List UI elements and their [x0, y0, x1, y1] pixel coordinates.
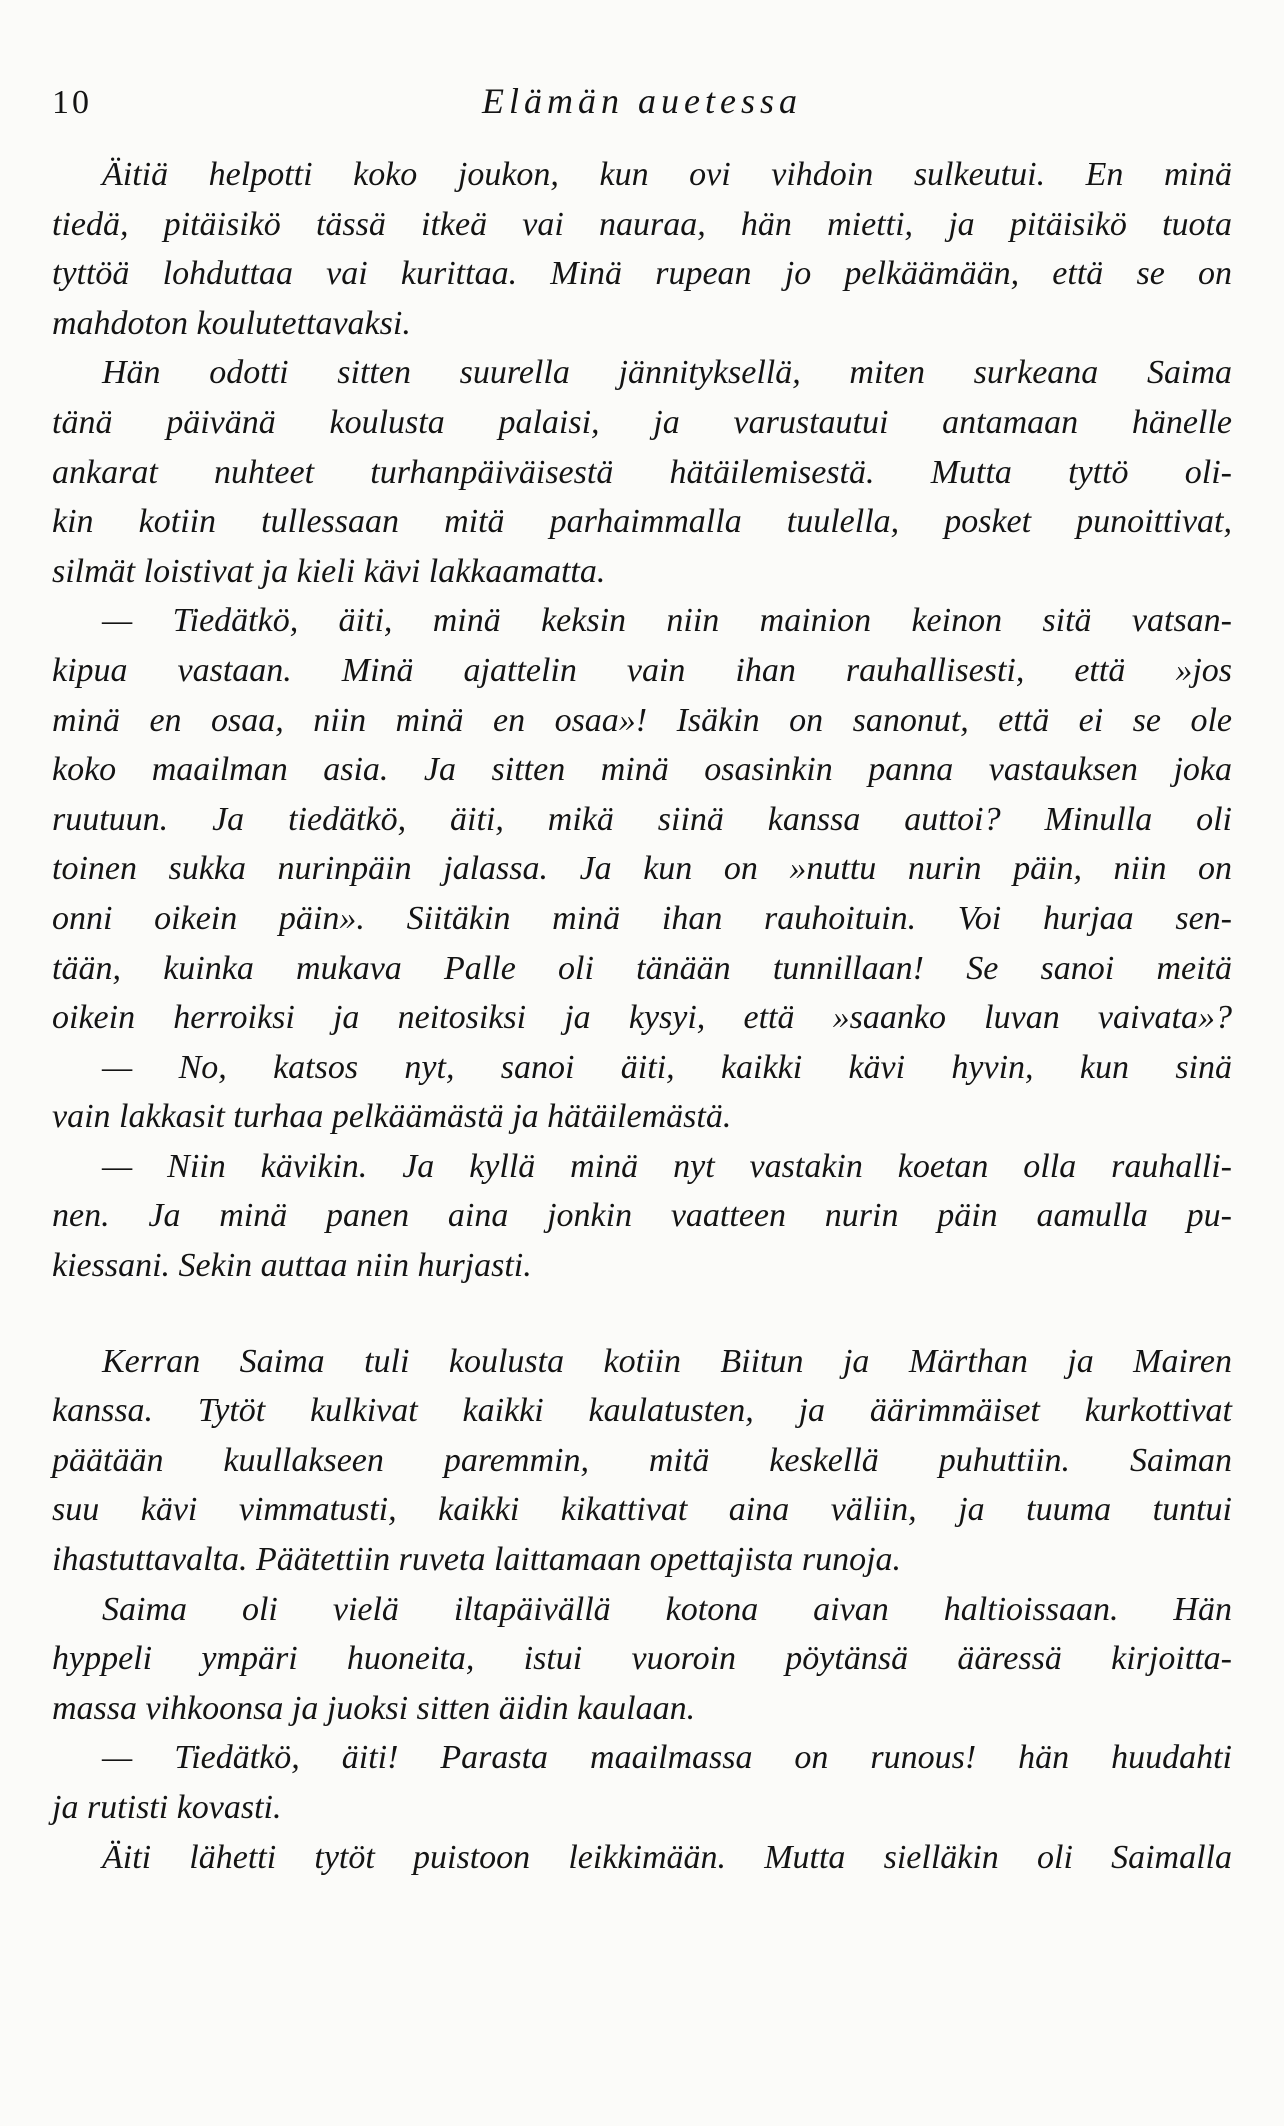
text-line: suu kävi vimmatusti, kaikki kikattivat aina väliin, ja tuuma tuntui	[52, 1491, 1232, 1529]
text-line: tään, kuinka mukava Palle oli tänään tunnillaan! Se sanoi meitä	[52, 949, 1232, 987]
text-line: nen. Ja minä panen aina jonkin vaatteen nurin päin aamulla pu-	[52, 1197, 1232, 1235]
running-title: Elämän auetessa	[482, 81, 802, 121]
text-line: ja rutisti kovasti.	[52, 1789, 282, 1826]
text-line: ankarat nuhteet turhanpäiväisestä hätäilemisestä. Mutta tyttö oli-	[52, 453, 1232, 491]
text-line: Hän odotti sitten suurella jännityksellä, miten surkeana Saima	[102, 354, 1232, 392]
text-line: — Tiedätkö, äiti, minä keksin niin mainion keinon sitä vatsan-	[102, 602, 1232, 640]
text-line: — Niin kävikin. Ja kyllä minä nyt vastakin koetan olla rauhalli-	[102, 1147, 1232, 1185]
text-line: ihastuttavalta. Päätettiin ruveta laittamaan opettajista runoja.	[52, 1541, 902, 1579]
text-line: ruutuun. Ja tiedätkö, äiti, mikä siinä kanssa auttoi? Minulla oli	[52, 800, 1232, 838]
text-line: mahdoton koulutettavaksi.	[52, 304, 411, 342]
text-line: onni oikein päin». Siitäkin minä ihan rauhoituin. Voi hurjaa sen-	[52, 899, 1232, 937]
text-line: tyttöä lohduttaa vai kurittaa. Minä rupean jo pelkäämään, että se on	[52, 255, 1232, 293]
text-line: — No, katsos nyt, sanoi äiti, kaikki kävi hyvin, kun sinä	[102, 1048, 1232, 1086]
body-text	[52, 150, 1232, 1882]
text-line: massa vihkoonsa ja juoksi sitten äidin kaulaan.	[52, 1689, 696, 1727]
book-page	[52, 0, 1232, 2126]
text-line: toinen sukka nurinpäin jalassa. Ja kun on »nuttu nurin päin, niin on	[52, 850, 1232, 888]
text-line: minä en osaa, niin minä en osaa»! Isäkin on sanonut, että ei se ole	[52, 701, 1232, 739]
paragraph-gap	[52, 1291, 1232, 1337]
text-line: koko maailman asia. Ja sitten minä osasinkin panna vastauksen joka	[52, 751, 1232, 789]
text-line: Äiti lähetti tytöt puistoon leikkimään. Mutta sielläkin oli Saimalla	[102, 1838, 1232, 1876]
text-line: silmät loistivat ja kieli kävi lakkaamatta.	[52, 552, 606, 590]
text-line: kin kotiin tullessaan mitä parhaimmalla tuulella, posket punoittivat,	[52, 503, 1232, 541]
text-line: oikein herroiksi ja neitosiksi ja kysyi, että »saanko luvan vaivata»?	[52, 999, 1232, 1037]
text-line: tiedä, pitäisikö tässä itkeä vai nauraa, hän mietti, ja pitäisikö tuota	[52, 205, 1232, 243]
text-line: kiessani. Sekin auttaa niin hurjasti.	[52, 1247, 532, 1285]
text-line: hyppeli ympäri huoneita, istui vuoroin pöytänsä ääressä kirjoitta-	[52, 1640, 1232, 1678]
text-line: vain lakkasit turhaa pelkäämästä ja hätäilemästä.	[52, 1098, 732, 1136]
text-line: kipua vastaan. Minä ajattelin vain ihan rauhallisesti, että »jos	[52, 651, 1232, 689]
text-line: Äitiä helpotti koko joukon, kun ovi vihdoin sulkeutui. En minä	[102, 156, 1232, 193]
text-line: kanssa. Tytöt kulkivat kaikki kaulatusten, ja äärimmäiset kurkottivat	[52, 1392, 1232, 1430]
text-line: Kerran Saima tuli koulusta kotiin Biitun ja Märthan ja Mairen	[102, 1342, 1232, 1380]
text-line: päätään kuullakseen paremmin, mitä keskellä puhuttiin. Saiman	[52, 1441, 1232, 1479]
text-line: — Tiedätkö, äiti! Parasta maailmassa on runous! hän huudahti	[102, 1739, 1232, 1777]
text-line: Saima oli vielä iltapäivällä kotona aivan haltioissaan. Hän	[102, 1590, 1232, 1628]
page-number: 10	[52, 84, 92, 121]
page-header	[52, 80, 1232, 130]
text-line: tänä päivänä koulusta palaisi, ja varustautui antamaan hänelle	[52, 403, 1232, 441]
